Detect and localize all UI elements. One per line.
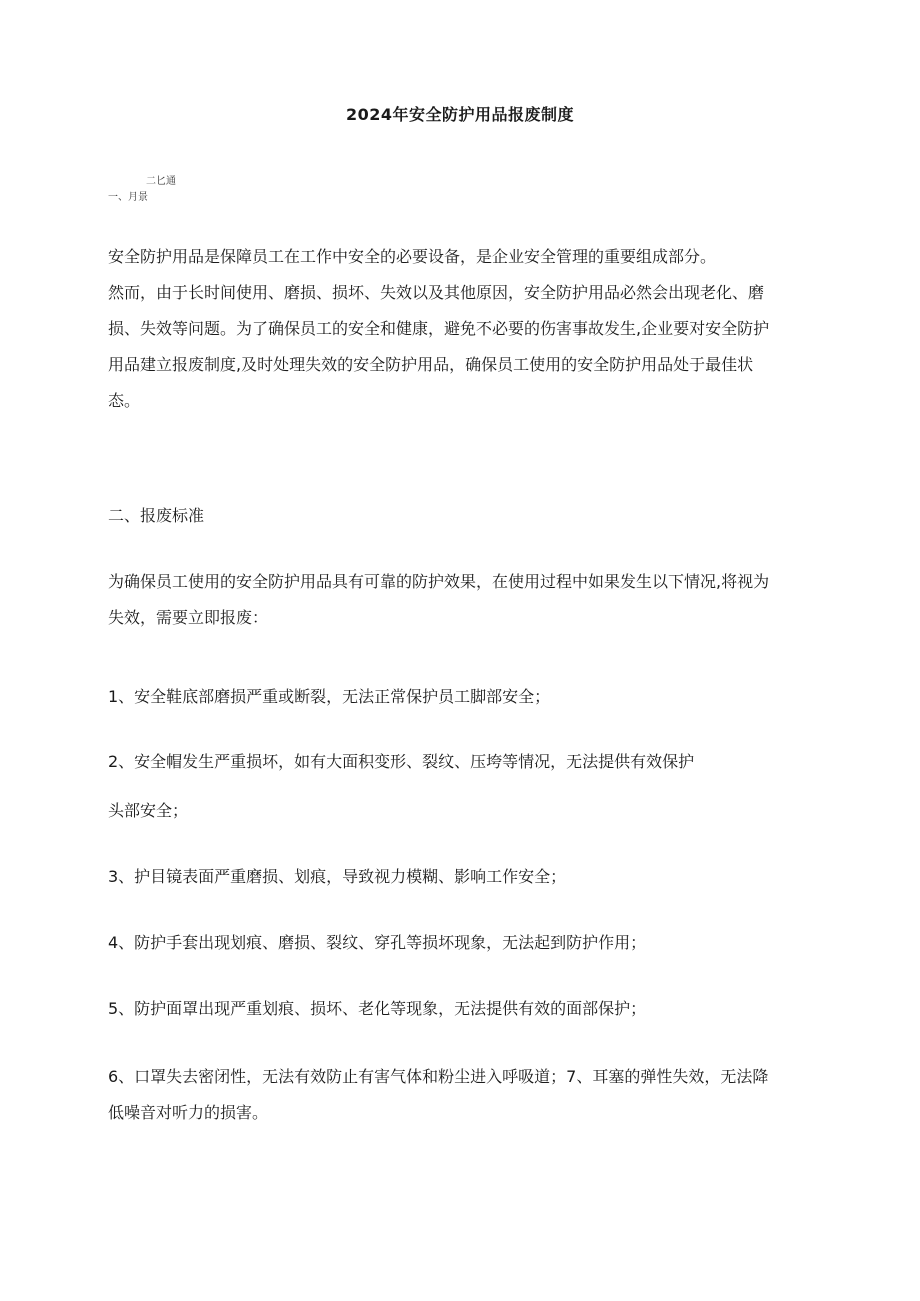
small-note-2: 一、月景 <box>108 192 148 203</box>
list-item-6 <box>108 1059 820 1131</box>
intro-line: 然而，由于长时间使用、磨损、损坏、失效以及其他原因，安全防护用品必然会出现老化、磨 <box>108 283 765 302</box>
list-item-2: 2、安全帽发生严重损坏，如有大面积变形、裂纹、压垮等情况，无法提供有效保护 <box>108 752 695 771</box>
list-item-2-continuation: 头部安全； <box>108 801 189 820</box>
intro-paragraph <box>108 239 820 419</box>
list-item-5: 5、防护面罩出现严重划痕、损坏、老化等现象，无法提供有效的面部保护； <box>108 999 647 1018</box>
small-note-1: 二匕通 <box>146 176 176 187</box>
section-2-intro <box>108 564 820 636</box>
section-2-intro-line: 失效，需要立即报废： <box>108 608 269 627</box>
list-item-3: 3、护目镜表面严重磨损、划痕，导致视力模糊、影响工作安全； <box>108 867 567 886</box>
document-title: 2024年安全防护用品报废制度 <box>345 105 575 124</box>
list-item-1: 1、安全鞋底部磨损严重或断裂，无法正常保护员工脚部安全； <box>108 687 551 706</box>
list-item-6-line: 低噪音对听力的损害。 <box>108 1103 269 1122</box>
section-2-intro-line: 为确保员工使用的安全防护用品具有可靠的防护效果，在使用过程中如果发生以下情况,将视为 <box>108 572 770 591</box>
section-2-heading: 二、报废标准 <box>108 506 205 525</box>
list-item-4: 4、防护手套出现划痕、磨损、裂纹、穿孔等损坏现象，无法起到防护作用； <box>108 933 647 952</box>
intro-line: 损、失效等问题。为了确保员工的安全和健康，避免不必要的伤害事故发生,企业要对安全防护 <box>108 319 770 338</box>
list-item-6-line: 6、口罩失去密闭性，无法有效防止有害气体和粉尘进入呼吸道；7、耳塞的弹性失效，无法降 <box>108 1067 769 1086</box>
intro-line: 态。 <box>108 391 141 410</box>
intro-line: 安全防护用品是保障员工在工作中安全的必要设备，是企业安全管理的重要组成部分。 <box>108 247 717 266</box>
intro-line: 用品建立报废制度,及时处理失效的安全防护用品，确保员工使用的安全防护用品处于最佳状 <box>108 355 754 374</box>
